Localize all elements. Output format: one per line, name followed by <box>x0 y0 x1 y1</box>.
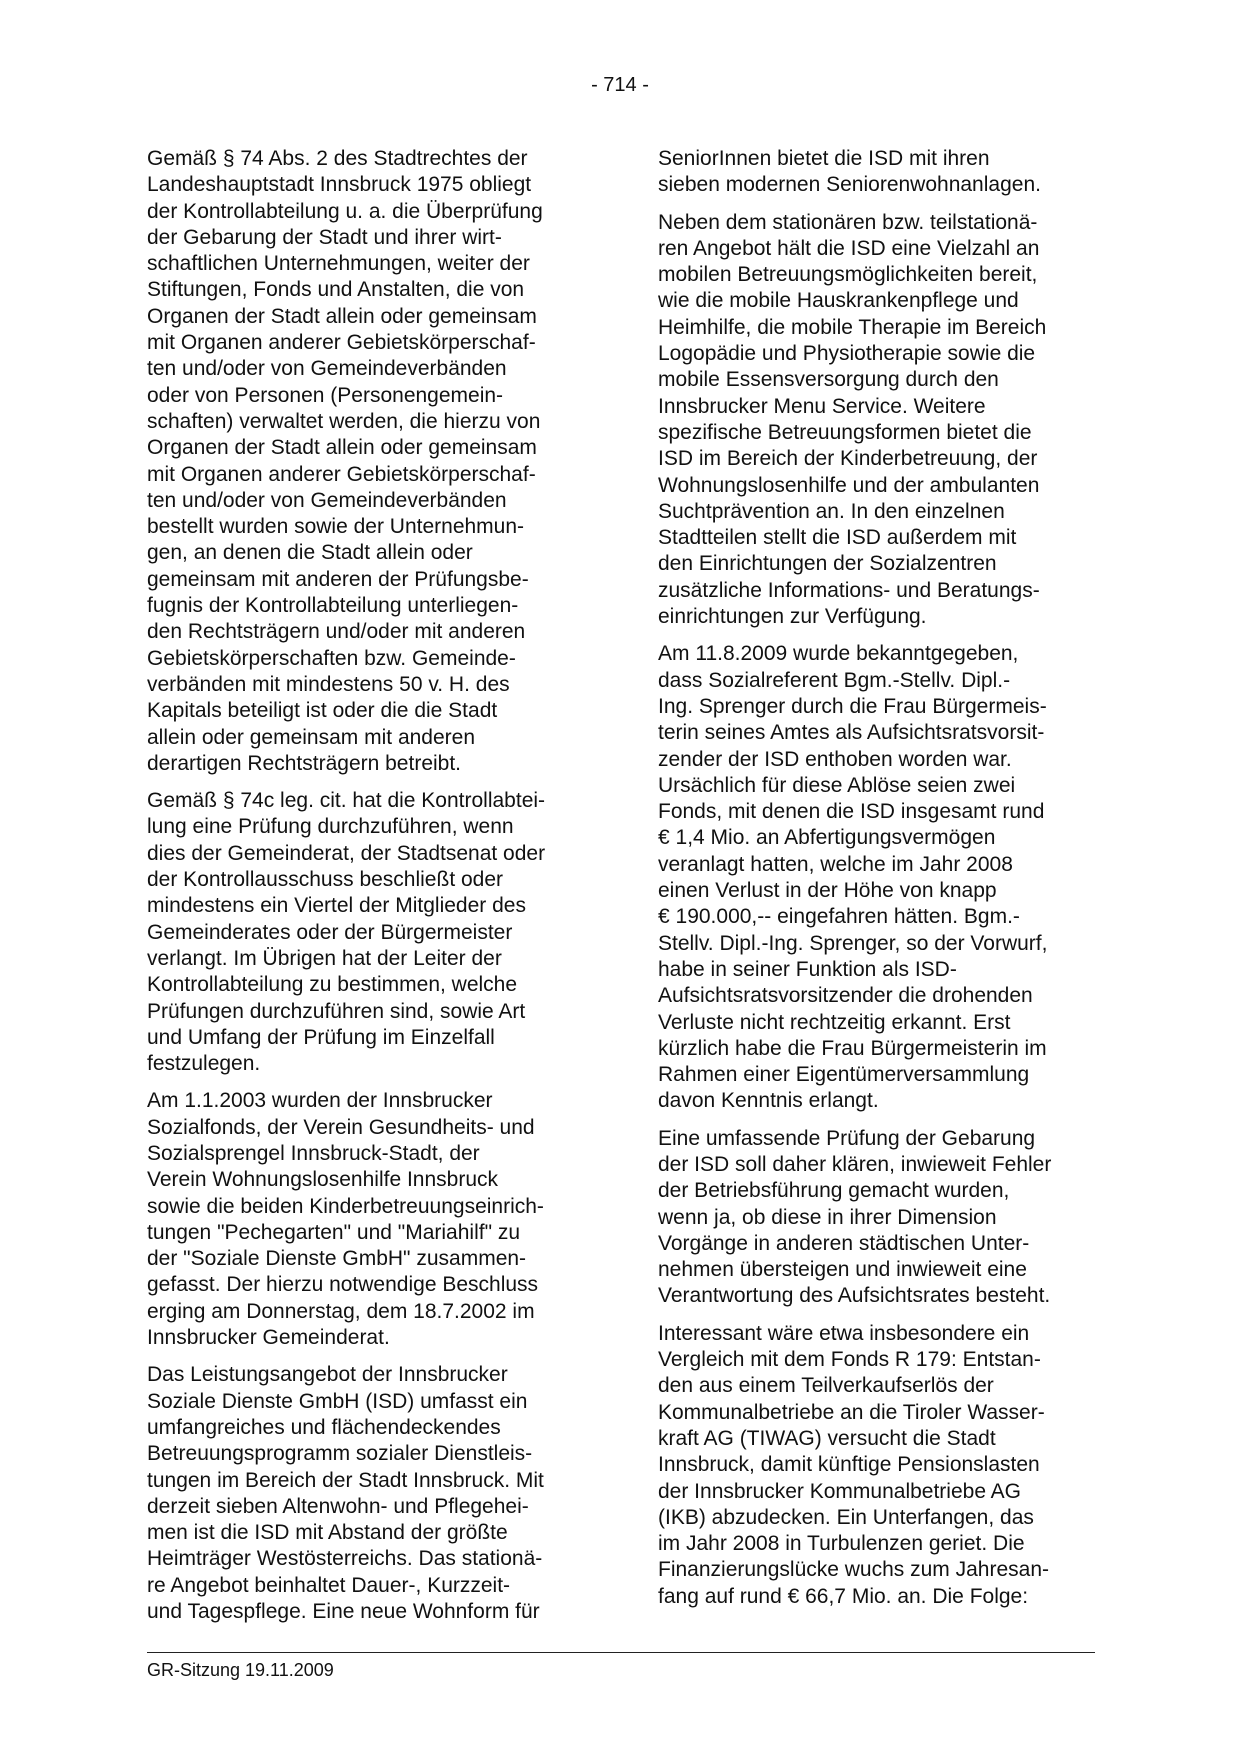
paragraph: Neben dem stationären bzw. teilstationä- ren Angebot hält die ISD eine Vielzahl an mobilen Betreuungsmöglichkeiten bereit, wie die mobile Hauskrankenpflege und Heimhilfe, die mobile Therapie im Bereich Logopädie und Physiotherapie sowie die mobile Essensversorgung durch den Innsbrucker Menu Service. Weitere spezifische Betreuungsformen bietet die ISD im Bereich der Kinderbetreuung, der Wohnungslosenhilfe und der ambulanten Suchtprävention an. In den einzelnen Stadtteilen stellt die ISD außerdem mit den Einrichtungen der Sozialzentren zusätzliche Informations- und Beratungs- einrichtungen zur Verfügung. <box>658 210 1047 629</box>
footer-divider <box>147 1652 1095 1653</box>
paragraph: Das Leistungsangebot der Innsbrucker Soziale Dienste GmbH (ISD) umfasst ein umfangreiches und flächendeckendes Betreuungsprogramm sozialer Dienstleis- tungen im Bereich der Stadt Innsbruck. Mit derzeit sieben Altenwohn- und Pflegehei- men ist die ISD mit Abstand der größte Heimträger Westösterreichs. Das stationä- re Angebot beinhaltet Dauer-, Kurzzeit- und Tagespflege. Eine neue Wohnform für <box>147 1363 544 1624</box>
paragraph: Eine umfassende Prüfung der Gebarung der ISD soll daher klären, inwieweit Fehler der Betriebsführung gemacht wurden, wenn ja, ob diese in ihrer Dimension Vorgänge in anderen städtischen Unter- nehmen übersteigen und inwieweit eine Verantwortung des Aufsichtsrates besteht. <box>658 1126 1052 1308</box>
paragraph: Interessant wäre etwa insbesondere ein Vergleich mit dem Fonds R 179: Entstan- den aus einem Teilverkaufserlös der Kommunalbetriebe an die Tiroler Wasser- kraft AG (TIWAG) versucht die Stadt Innsbruck, damit künftige Pensionslasten der Innsbrucker Kommunalbetriebe AG (IKB) abzudecken. Ein Unterfangen, das im Jahr 2008 in Turbulenzen geriet. Die Finanzierungslücke wuchs zum Jahresan- fang auf rund € 66,7 Mio. an. Die Folge: <box>658 1321 1050 1608</box>
paragraph: Am 11.8.2009 wurde bekanntgegeben, dass Sozialreferent Bgm.-Stellv. Dipl.- Ing. Sprenger durch die Frau Bürgermeis- terin seines Amtes als Aufsichtsratsvorsit- zender der ISD enthoben worden war. Ursächlich für diese Ablöse seien zwei Fonds, mit denen die ISD insgesamt rund € 1,4 Mio. an Abfertigungsvermögen veranlagt hatten, welche im Jahr 2008 einen Verlust in der Höhe von knapp € 190.000,-- eingefahren hätten. Bgm.- Stellv. Dipl.-Ing. Sprenger, so der Vorwurf, habe in seiner Funktion als ISD- Aufsichtsratsvorsitzender die drohenden Verluste nicht rechtzeitig erkannt. Erst kürzlich habe die Frau Bürgermeisterin im Rahmen einer Eigentümerversammlung davon Kenntnis erlangt. <box>658 642 1048 1113</box>
footer-text: GR-Sitzung 19.11.2009 <box>147 1660 334 1680</box>
paragraph: Gemäß § 74 Abs. 2 des Stadtrechtes der Landeshauptstadt Innsbruck 1975 obliegt der Kontrollabteilung u. a. die Überprüfung der Gebarung der Stadt und ihrer wirt- schaftlichen Unternehmungen, weiter der Stiftungen, Fonds und Anstalten, die von Organen der Stadt allein oder gemeinsam mit Organen anderer Gebietskörperschaf- ten und/oder von Gemeindeverbänden oder von Personen (Personengemein- schaften) verwaltet werden, die hierzu von Organen der Stadt allein oder gemeinsam mit Organen anderer Gebietskörperschaf- ten und/oder von Gemeindeverbänden bestellt wurden sowie der Unternehmun- gen, an denen die Stadt allein oder gemeinsam mit anderen der Prüfungsbe- fugnis der Kontrollabteilung unterliegen- den Rechtsträgern und/oder mit anderen Gebietskörperschaften bzw. Gemeinde- verbänden mit mindestens 50 v. H. des Kapitals beteiligt ist oder die die Stadt allein oder gemeinsam mit anderen derartigen Rechtsträgern betreibt. <box>147 147 543 775</box>
paragraph: SeniorInnen bietet die ISD mit ihren sieben modernen Seniorenwohnanlagen. <box>658 147 1041 197</box>
paragraph: Am 1.1.2003 wurden der Innsbrucker Sozialfonds, der Verein Gesundheits- und Sozialsprengel Innsbruck-Stadt, der Verein Wohnungslosenhilfe Innsbruck sowie die beiden Kinderbetreuungseinrich- tungen "Pechegarten" und "Mariahilf" zu der "Soziale Dienste GmbH" zusammen- gefasst. Der hierzu notwendige Beschluss erging am Donnerstag, dem 18.7.2002 im Innsbrucker Gemeinderat. <box>147 1089 544 1350</box>
paragraph: Gemäß § 74c leg. cit. hat die Kontrollabtei- lung eine Prüfung durchzuführen, wenn dies der Gemeinderat, der Stadtsenat oder der Kontrollausschuss beschließt oder mindestens ein Viertel der Mitglieder des Gemeinderates oder der Bürgermeister verlangt. Im Übrigen hat der Leiter der Kontrollabteilung zu bestimmen, welche Prüfungen durchzuführen sind, sowie Art und Umfang der Prüfung im Einzelfall festzulegen. <box>147 789 546 1076</box>
page-number: - 714 - <box>591 74 649 96</box>
right-column <box>658 146 1100 1621</box>
left-column <box>147 146 589 1636</box>
